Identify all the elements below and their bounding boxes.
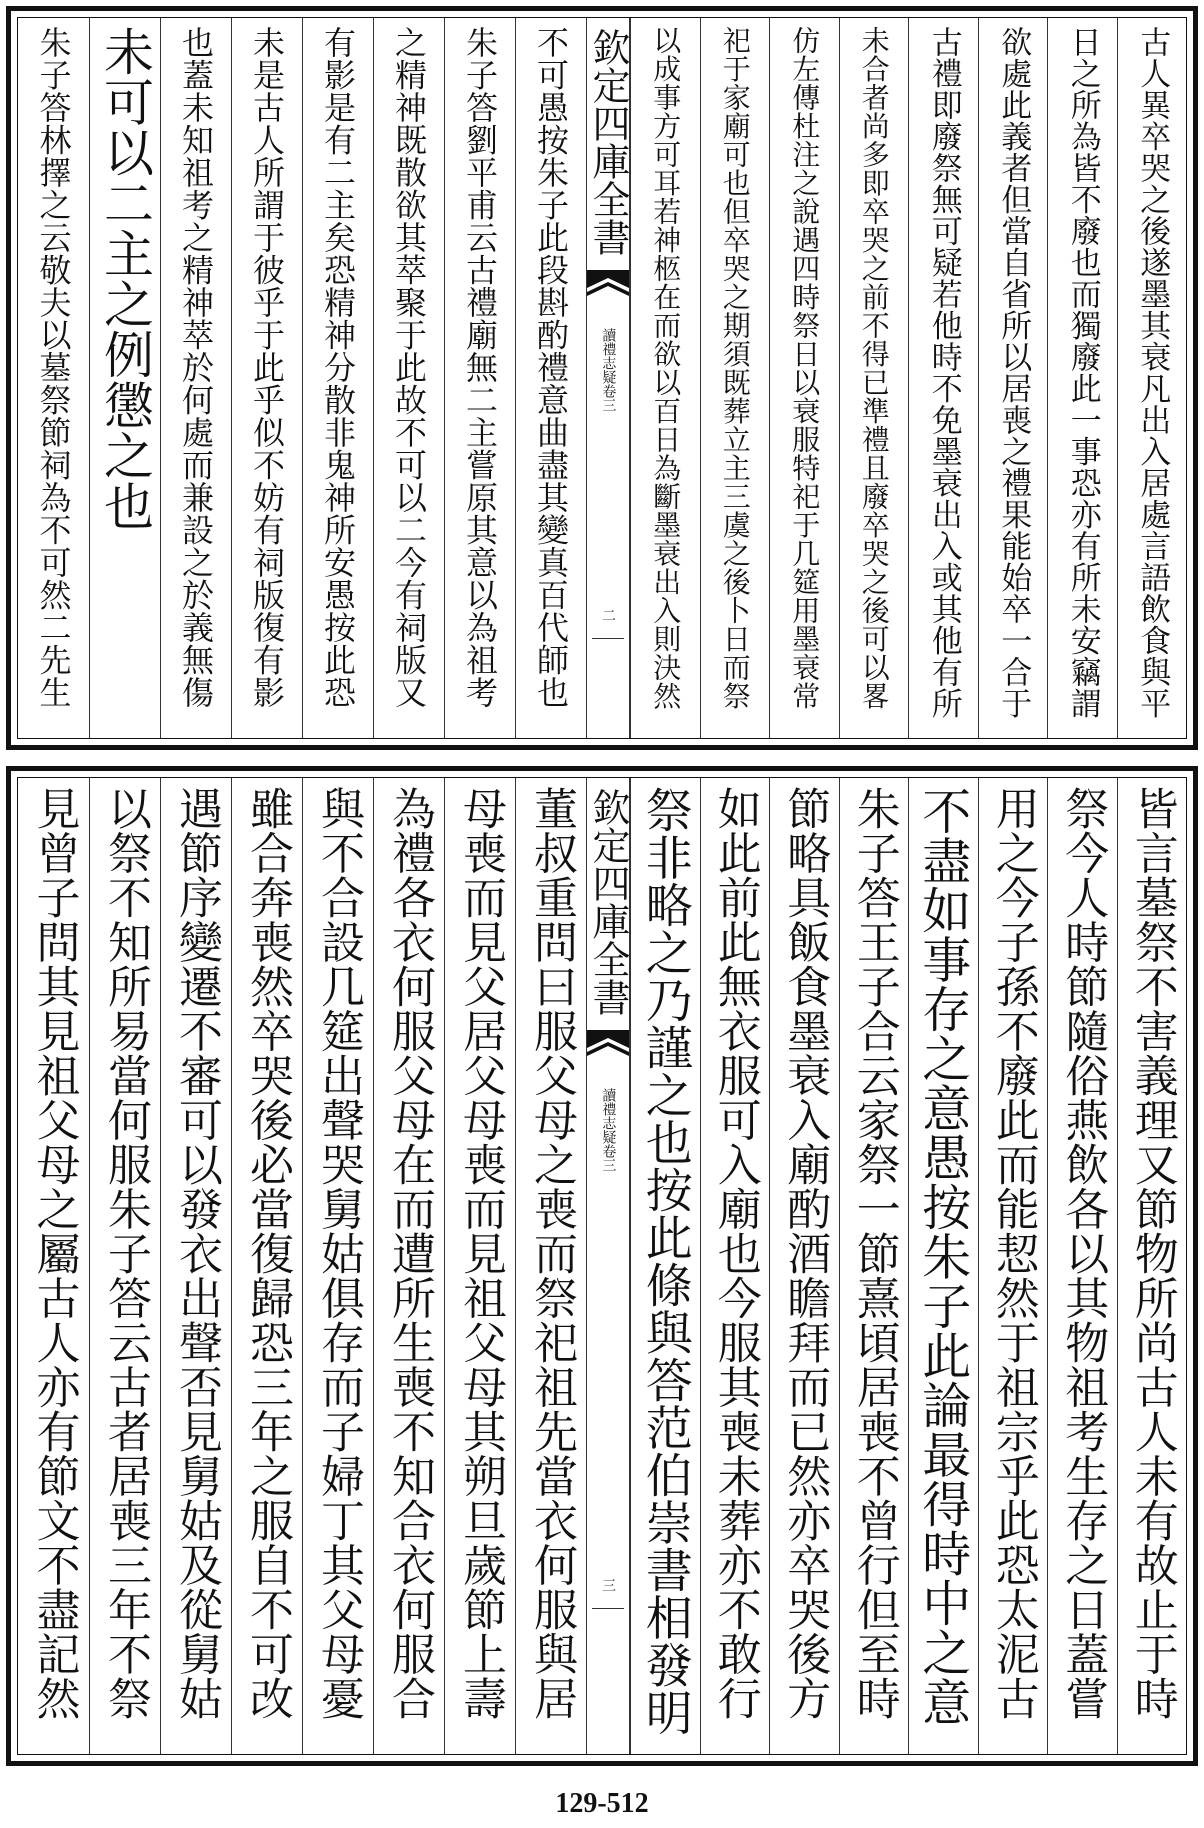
bottom-running-title: 欽定四庫全書 bbox=[586, 788, 630, 1016]
bottom-column-text: 用之今子孫不廢此而能恝然于祖宗乎此恐太泥古 bbox=[987, 786, 1039, 1721]
top-column-text: 日之所為皆不廢也而獨廢此一事恐亦有所未安竊謂 bbox=[1064, 26, 1101, 719]
bottom-text-column bbox=[1047, 778, 1117, 1754]
top-text-column bbox=[769, 18, 839, 738]
top-book-subtitle bbox=[601, 328, 616, 412]
bottom-column-text: 如此前此無衣服可入廟也今服其喪未葬亦不敢行 bbox=[709, 786, 761, 1721]
bottom-text-column bbox=[444, 778, 515, 1754]
top-column-text: 未是古人所謂于彼乎于此乎似不妨有祠版復有影 bbox=[248, 26, 286, 709]
bottom-column-text: 以祭不知所易當何服朱子答云古者居喪三年不祭 bbox=[100, 786, 151, 1721]
bottom-column-text: 皆言墓祭不害義理又節物所尚古人未有故止于時 bbox=[1126, 786, 1178, 1721]
bottom-page-frame bbox=[17, 777, 1187, 1755]
top-column-text: 有影是有二主矣恐精神分散非鬼神所安愚按此恐 bbox=[319, 26, 357, 709]
bottom-column-text: 朱子答王子合云家祭一節熹頃居喪不曾行但至時 bbox=[848, 786, 900, 1721]
top-text-column bbox=[839, 18, 909, 738]
top-text-column bbox=[1117, 18, 1187, 738]
bottom-column-text: 不盡如事存之意愚按朱子此論最得時中之意 bbox=[914, 786, 972, 1727]
top-column-text: 古禮即廢祭無可疑若他時不免墨衰出入或其他有所 bbox=[925, 26, 962, 719]
top-volume-label: 卷三 bbox=[600, 384, 617, 412]
bottom-column-text: 為禮各衣何服父母在而遭所生喪不知合衣何服合 bbox=[384, 786, 435, 1721]
bottom-text-column bbox=[908, 778, 978, 1754]
top-text-column bbox=[231, 18, 302, 738]
bottom-text-column bbox=[373, 778, 444, 1754]
top-text-column bbox=[18, 18, 89, 738]
top-fishtail-mark bbox=[587, 270, 629, 316]
bottom-text-column bbox=[978, 778, 1048, 1754]
page-code: 129-512 bbox=[555, 1788, 649, 1819]
top-column-text: 古人異卒哭之後遂墨其衰凡出入居處言語飲食與平 bbox=[1134, 26, 1171, 719]
bottom-text-column bbox=[1117, 778, 1187, 1754]
top-text-column bbox=[908, 18, 978, 738]
bottom-text-column bbox=[160, 778, 231, 1754]
bottom-leaf-number: 三 bbox=[600, 1578, 616, 1592]
top-text-column bbox=[1047, 18, 1117, 738]
bottom-column-text: 遇節序變遷不審可以發衣出聲否見舅姑及從舅姑 bbox=[171, 786, 222, 1721]
bottom-text-column bbox=[302, 778, 373, 1754]
bottom-book-subtitle bbox=[601, 1088, 616, 1172]
top-page-frame bbox=[17, 17, 1187, 739]
top-book-name: 讀禮志疑 bbox=[600, 328, 617, 384]
top-text-column bbox=[978, 18, 1048, 738]
bottom-text-column bbox=[515, 778, 586, 1754]
top-text-column bbox=[444, 18, 515, 738]
top-text-column bbox=[89, 18, 160, 738]
bottom-column-text: 母喪而見父居父母喪而見祖父母其朔旦歲節上壽 bbox=[455, 786, 506, 1721]
top-column-text: 朱子答林擇之云敬夫以墓祭節祠為不可然二先生 bbox=[34, 26, 73, 709]
top-column-text: 祀于家廟可也但卒哭之期須既葬立主三虞之後卜日而祭 bbox=[718, 26, 752, 710]
top-running-title: 欽定四庫全書 bbox=[586, 28, 630, 256]
bottom-text-column bbox=[839, 778, 909, 1754]
bottom-volume-label: 卷三 bbox=[600, 1144, 617, 1172]
bottom-center-strip bbox=[586, 778, 630, 1754]
top-page-panel bbox=[6, 6, 1198, 750]
top-text-column bbox=[373, 18, 444, 738]
bottom-text-column bbox=[89, 778, 160, 1754]
top-text-column bbox=[302, 18, 373, 738]
bottom-strip-rule bbox=[592, 1608, 624, 1609]
bottom-column-text: 雖合奔喪然卒哭後必當復歸恐三年之服自不可改 bbox=[242, 786, 293, 1721]
top-text-column bbox=[515, 18, 586, 738]
top-text-column bbox=[700, 18, 770, 738]
bottom-text-column bbox=[700, 778, 770, 1754]
top-column-text: 之精神既散欲其萃聚于此故不可以二今有祠版又 bbox=[390, 26, 428, 709]
top-leaf-number: 二 bbox=[600, 608, 616, 622]
bottom-column-text: 祭今人時節隨俗燕飲各以其物祖考生存之日蓋嘗 bbox=[1057, 786, 1109, 1721]
bottom-text-column bbox=[231, 778, 302, 1754]
top-column-text: 不可愚按朱子此段斟酌禮意曲盡其變真百代師也 bbox=[532, 26, 570, 709]
bottom-fishtail-mark bbox=[587, 1030, 629, 1076]
top-text-column bbox=[160, 18, 231, 738]
top-column-text: 未合者尚多即卒哭之前不得已準禮且廢卒哭之後可以畧 bbox=[857, 26, 891, 710]
top-center-strip bbox=[586, 18, 630, 738]
bottom-text-column bbox=[769, 778, 839, 1754]
top-column-text: 也蓋未知祖考之精神萃於何處而兼設之於義無傷 bbox=[177, 26, 215, 709]
bottom-book-name: 讀禮志疑 bbox=[600, 1088, 617, 1144]
top-text-column bbox=[630, 18, 700, 738]
bottom-text-column bbox=[18, 778, 89, 1754]
top-column-text: 欲處此義者但當自省所以居喪之禮果能始卒一合于 bbox=[995, 26, 1032, 719]
top-column-text: 以成事方可耳若神柩在而欲以百日為斷墨衰出入則決然 bbox=[649, 26, 683, 710]
bottom-column-text: 祭非略之乃謹之也按此條與答范伯崇書相發明 bbox=[637, 786, 693, 1736]
bottom-page-panel bbox=[6, 766, 1198, 1766]
bottom-text-column bbox=[630, 778, 700, 1754]
bottom-column-text: 節略具飯食墨衰入廟酌酒瞻拜而已然亦卒哭後方 bbox=[779, 786, 831, 1721]
bottom-column-text: 見曾子問其見祖父母之屬古人亦有節文不盡記然 bbox=[28, 786, 80, 1721]
top-column-text: 未可以二主之例懲之也 bbox=[96, 26, 154, 531]
top-column-text: 仿左傳杜注之說遇四時祭日以衰服特祀于几筵用墨衰常 bbox=[788, 26, 822, 710]
top-strip-rule bbox=[592, 638, 624, 639]
top-column-text: 朱子答劉平甫云古禮廟無二主嘗原其意以為祖考 bbox=[461, 26, 499, 709]
bottom-column-text: 董叔重問曰服父母之喪而祭祀祖先當衣何服與居 bbox=[526, 786, 577, 1721]
bottom-column-text: 與不合設几筵出聲哭舅姑俱存而子婦丁其父母憂 bbox=[313, 786, 364, 1721]
